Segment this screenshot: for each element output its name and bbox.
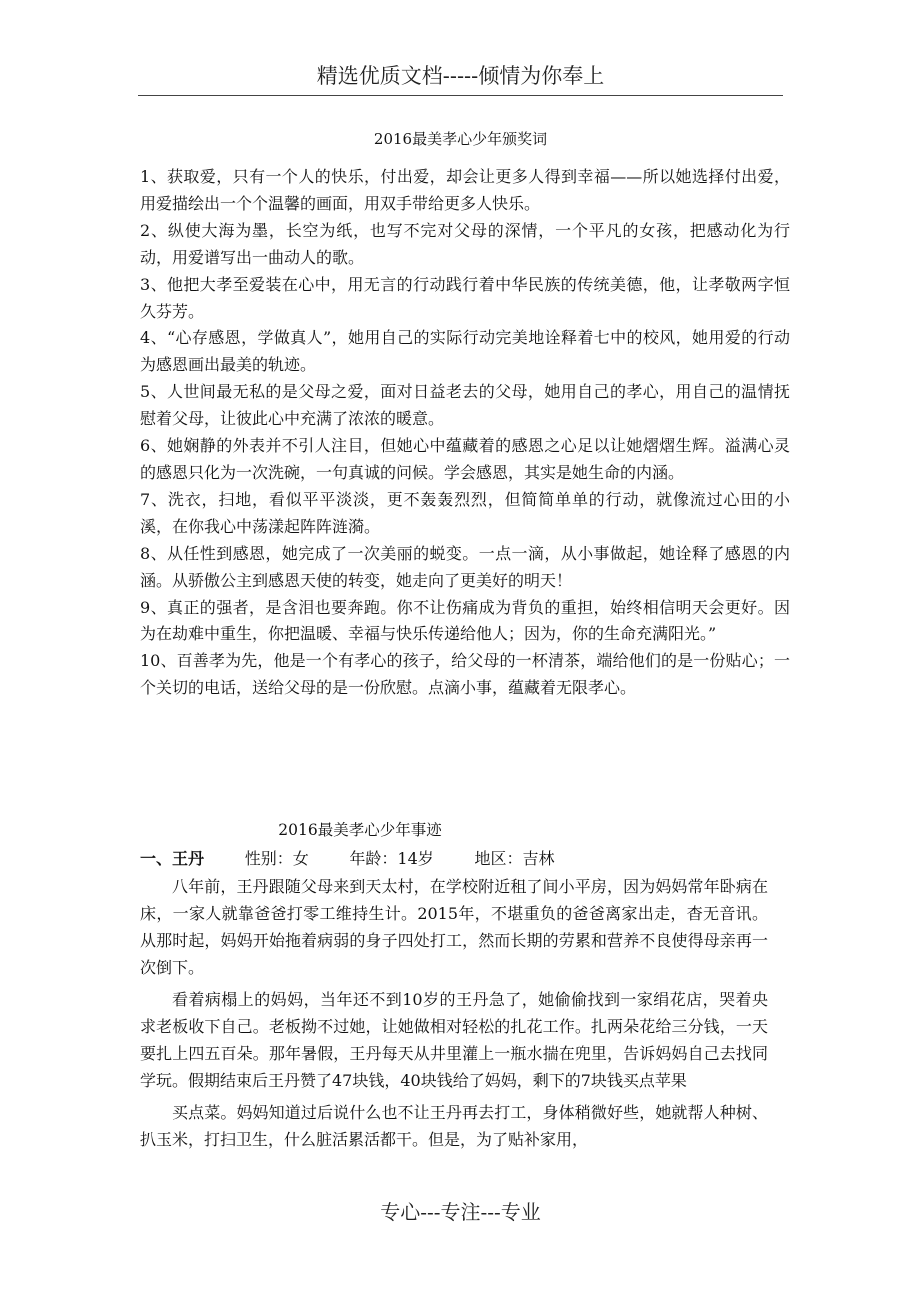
citation-item: 9、真正的强者，是含泪也要奔跑。你不让伤痛成为背负的重担，始终相信明天会更好。因为在劫难中重生，你把温暖、幸福与快乐传递给他人；因为，你的生命充满阳光。” — [140, 597, 790, 644]
header-divider — [138, 95, 783, 96]
profile-name: 一、王丹 — [140, 849, 205, 868]
story-paragraph: 八年前，王丹跟随父母来到天太村，在学校附近租了间小平房，因为妈妈常年卧病在床，一家人就靠爸爸打零工维持生计。2015年，不堪重负的爸爸离家出走，杳无音讯。从那时起，妈妈开始拖着病弱的身子四处打工，然而长期的劳累和营养不良使得母亲再一次倒下。 — [140, 877, 768, 977]
section-title: 2016最美孝心少年事迹 — [278, 821, 442, 839]
page-footer: 专心---专注---专业 — [380, 1200, 541, 1224]
story-paragraph: 看着病榻上的妈妈，当年还不到10岁的王丹急了，她偷偷找到一家绢花店，哭着央求老板收下自己。老板拗不过她，让她做相对轻松的扎花工作。扎两朵花给三分钱，一天要扎上四五百朵。那年暑假，王丹每天从井里灌上一瓶水揣在兜里，告诉妈妈自己去找同学玩。假期结束后王丹赞了47块钱，40块钱给了妈妈，剩下的7块钱买点苹果 — [140, 990, 768, 1090]
profile-line — [140, 846, 554, 869]
citation-item: 8、从任性到感恩，她完成了一次美丽的蜕变。一点一滴，从小事做起，她诠释了感恩的内涵。从骄傲公主到感恩天使的转变，她走向了更美好的明天！ — [140, 543, 790, 590]
citation-item: 5、人世间最无私的是父母之爱，面对日益老去的父母，她用自己的孝心，用自己的温情抚慰着父母，让彼此心中充满了浓浓的暖意。 — [140, 382, 790, 429]
award-citations — [140, 164, 790, 702]
citation-item: 7、洗衣，扫地，看似平平淡淡，更不轰轰烈烈，但简简单单的行动，就像流过心田的小溪，在你我心中荡漾起阵阵涟漪。 — [140, 489, 790, 536]
profile-gender: 性别：女 — [244, 849, 309, 868]
citation-item: 6、她娴静的外表并不引人注目，但她心中蕴藏着的感恩之心足以让她熠熠生辉。溢满心灵的感恩只化为一次洗碗，一句真诚的问候。学会感恩，其实是她生命的内涵。 — [140, 436, 790, 482]
citation-item: 3、他把大孝至爱装在心中，用无言的行动践行着中华民族的传统美德，他，让孝敬两字恒久芬芳。 — [140, 274, 790, 321]
page-header: 精选优质文档-----倾情为你奉上 — [316, 64, 605, 88]
citation-item: 2、纵使大海为墨，长空为纸，也写不完对父母的深情，一个平凡的女孩，把感动化为行动，用爱谱写出一曲动人的歌。 — [140, 220, 790, 267]
story-body — [140, 873, 768, 1158]
profile-age: 年龄：14岁 — [349, 849, 434, 868]
story-paragraph: 买点菜。妈妈知道过后说什么也不让王丹再去打工，身体稍微好些，她就帮人种树、扒玉米，打扫卫生，什么脏活累活都干。但是，为了贴补家用， — [140, 1103, 768, 1149]
citation-item: 4、“心存感恩，学做真人”，她用自己的实际行动完美地诠释着七中的校风，她用爱的行动为感恩画出最美的轨迹。 — [140, 328, 790, 375]
citation-item: 1、获取爱，只有一个人的快乐，付出爱，却会让更多人得到幸福——所以她选择付出爱，用爱描绘出一个个温馨的画面，用双手带给更多人快乐。 — [140, 167, 790, 213]
document-title: 2016最美孝心少年颁奖词 — [373, 130, 548, 148]
profile-region: 地区：吉林 — [474, 849, 555, 868]
citation-item: 10、百善孝为先，他是一个有孝心的孩子，给父母的一杯清茶，端给他们的是一份贴心；一个关切的电话，送给父母的是一份欣慰。点滴小事，蕴藏着无限孝心。 — [140, 651, 790, 698]
